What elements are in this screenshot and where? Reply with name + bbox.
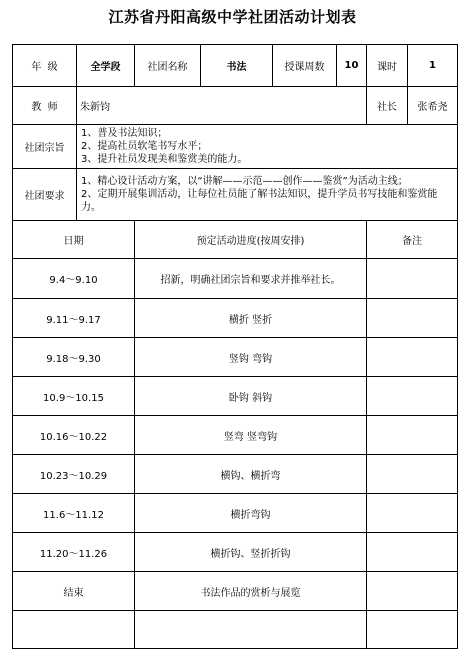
row-content: 书法作品的赏析与展览 — [135, 572, 367, 611]
note-header: 备注 — [367, 221, 458, 259]
teacher-value: 朱新钧 — [77, 87, 367, 125]
row-content: 招新，明确社团宗旨和要求并推举社长。 — [135, 259, 367, 299]
row-content: 横折 竖折 — [135, 299, 367, 338]
row-content: 竖弯 竖弯钩 — [135, 416, 367, 455]
weeks-value: 10 — [337, 45, 367, 87]
row-date: 10.16～10.22 — [13, 416, 135, 455]
table-row — [13, 416, 458, 455]
purpose-content — [77, 125, 458, 169]
row-content — [135, 611, 367, 649]
row-content: 竖钩 弯钩 — [135, 338, 367, 377]
table-row — [13, 533, 458, 572]
row-date: 结束 — [13, 572, 135, 611]
row-date: 11.6～11.12 — [13, 494, 135, 533]
row-content: 横折钩、竖折折钩 — [135, 533, 367, 572]
requirement-line: 1、精心设计活动方案，以“讲解——示范——创作——鉴赏”为活动主线； — [81, 176, 408, 187]
row-note — [367, 416, 458, 455]
row-note — [367, 533, 458, 572]
row-date: 9.11～9.17 — [13, 299, 135, 338]
row-content: 横折弯钩 — [135, 494, 367, 533]
grade-value: 全学段 — [77, 45, 135, 87]
row-date — [13, 611, 135, 649]
purpose-line: 1、普及书法知识； — [81, 128, 168, 139]
requirement-label: 社团要求 — [13, 169, 77, 221]
hours-label: 课时 — [367, 45, 408, 87]
hours-value: 1 — [408, 45, 458, 87]
purpose-label: 社团宗旨 — [13, 125, 77, 169]
row-note — [367, 611, 458, 649]
leader-label: 社长 — [367, 87, 408, 125]
table-row — [13, 377, 458, 416]
row-date: 10.23～10.29 — [13, 455, 135, 494]
row-note — [367, 377, 458, 416]
table-row — [13, 338, 458, 377]
club-name-value: 书法 — [201, 45, 273, 87]
row-date: 11.20～11.26 — [13, 533, 135, 572]
table-row — [13, 455, 458, 494]
purpose-line: 2、提高社员软笔书写水平； — [81, 141, 208, 152]
row-note — [367, 338, 458, 377]
row-content: 横钩、横折弯 — [135, 455, 367, 494]
row-note — [367, 259, 458, 299]
purpose-line: 3、提升社员发现美和鉴赏美的能力。 — [81, 154, 248, 165]
table-row — [13, 611, 458, 649]
row-content: 卧钩 斜钩 — [135, 377, 367, 416]
table-row — [13, 572, 458, 611]
page-title: 江苏省丹阳高级中学社团活动计划表 — [108, 8, 357, 26]
activity-plan-table — [12, 44, 458, 649]
teacher-label: 教 师 — [13, 87, 77, 125]
row-note — [367, 299, 458, 338]
row-note — [367, 494, 458, 533]
row-date: 10.9～10.15 — [13, 377, 135, 416]
table-row — [13, 494, 458, 533]
row-date: 9.4～9.10 — [13, 259, 135, 299]
row-note — [367, 455, 458, 494]
table-row — [13, 259, 458, 299]
requirement-line: 2、定期开展集训活动，让每位社员能了解书法知识，提升学员书写技能和鉴赏能力。 — [81, 189, 438, 213]
weeks-label: 授课周数 — [273, 45, 337, 87]
leader-value: 张希尧 — [408, 87, 458, 125]
club-name-label: 社团名称 — [135, 45, 201, 87]
date-header: 日期 — [13, 221, 135, 259]
table-row — [13, 299, 458, 338]
requirement-content — [77, 169, 458, 221]
progress-header: 预定活动进度(按周安排) — [135, 221, 367, 259]
row-note — [367, 572, 458, 611]
row-date: 9.18～9.30 — [13, 338, 135, 377]
grade-label: 年 级 — [13, 45, 77, 87]
